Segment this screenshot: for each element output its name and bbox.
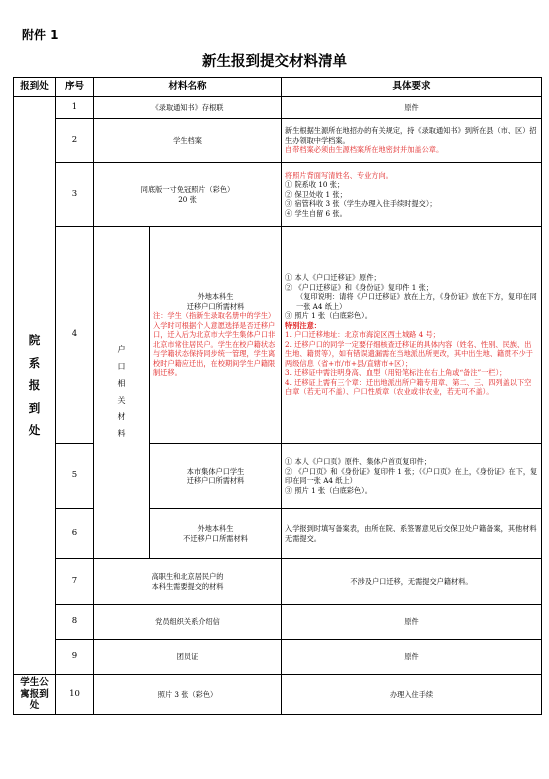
requirement-item: ② 保卫处收 1 张； [285,189,347,199]
requirement-item: ③ 照片 1 张（白底彩色）。 [285,311,372,321]
requirement-item: （复印说明：请将《户口迁移证》放在上方，《身份证》放在下方，复印在同一张 A4 纸上） [296,292,537,311]
col-header-number: 序号 [56,78,94,97]
hukou-char: 关 [117,395,126,405]
materials-table [13,77,542,715]
college-office-cell [14,97,56,675]
table-row [14,605,542,640]
material-note: 注：学生（指新生录取名册中的学生）入学时可根据个人意愿选择是否迁移户口，迁入后为北京市大学生集体户口非北京市常住居民户。学生在校户籍状态与学籍状态保持同步统一管理，学生离校时户籍应迁出，在校期间学生户籍限制迁移。 [153,311,276,378]
row-number: 4 [56,227,94,444]
row-number: 9 [56,640,94,675]
group-char: 院 [28,333,41,348]
table-row [14,640,542,675]
col-header-material: 材料名称 [94,78,282,97]
material-name: 照片 3 张（彩色） [94,675,282,715]
requirement: 原件 [282,640,542,675]
row-number: 2 [56,119,94,163]
requirement-item: ③ 宿管科收 3 张（学生办理入住手续时提交）； [285,199,437,209]
requirement-item: ① 院系收 10 张； [285,180,345,190]
requirement: 原件 [282,605,542,640]
requirement: 办理入住手续 [282,675,542,715]
material-name [150,227,282,444]
attachment-label: 附件 1 [22,28,59,42]
material-name [94,559,282,605]
material-name-line: 不迁移户口所需材料 [183,533,248,543]
requirement-item: ② 《户口迁移证》和《身份证》复印件 1 张； [285,282,434,292]
requirement-item: ① 本人《户口迁移证》原件； [285,273,381,283]
notice-title: 特别注意： [285,320,321,330]
hukou-char: 口 [117,361,126,371]
requirement [282,119,542,163]
material-name: 党员组织关系介绍信 [94,605,282,640]
material-name [150,509,282,559]
requirement-item: ① 本人《户口页》原件、集体户首页复印件； [285,457,432,466]
material-name [94,163,282,227]
notice-item: 3. 迁移证中需注明身高、血型（用铅笔标注在右上角或“备注”一栏）； [285,368,507,378]
table-row [14,675,542,715]
material-name: 学生档案 [94,119,282,163]
group-char: 系 [28,355,41,370]
requirement: 入学报到时填写备案表，由所在院、系签署意见后交保卫处户籍备案，其他材料无需提交。 [282,509,542,559]
material-name-line: 迁移户口所需材料 [186,301,245,311]
table-header-row [14,78,542,97]
row-number: 6 [56,509,94,559]
requirement [282,163,542,227]
requirement-warning: 将照片背面写清姓名、专业方向。 [285,170,393,180]
table-row [14,97,542,119]
row-number: 3 [56,163,94,227]
material-name-line: 本市集体户口学生 [186,466,245,476]
material-name: 团员证 [94,640,282,675]
col-header-requirement: 具体要求 [282,78,542,97]
material-name: 《录取通知书》存根联 [94,97,282,119]
row-number: 10 [56,675,94,715]
row-number: 1 [56,97,94,119]
requirement: 不涉及户口迁移，无需提交户籍材料。 [282,559,542,605]
requirement: 原件 [282,97,542,119]
material-name [150,444,282,509]
group-char: 到 [28,400,41,415]
hukou-char: 材 [117,412,126,422]
requirement [282,227,542,444]
material-name-line: 外地本科生 [197,524,234,533]
table-row [14,509,542,559]
row-number: 8 [56,605,94,640]
notice-item: 4. 迁移证上需有三个章：迁出地派出所户籍专用章、第二、三、四列盖以下空白章（若无可不盖）、户口性质章（农业或非农业，若无可不盖）。 [285,377,532,397]
group-char: 报 [28,378,41,393]
requirement-warning: 自带档案必须由生源档案所在地密封并加盖公章。 [285,145,444,155]
row-number: 5 [56,444,94,509]
group-char: 处 [28,423,41,438]
requirement-item: ④ 学生自留 6 张。 [285,208,347,218]
material-name-line: 迁移户口所需材料 [186,476,245,485]
notice-item: 2. 迁移户口的同学一定要仔细核查迁移证的具体内容（姓名、性别、民族、出生地、籍贯等），如有错误遗漏需在当地派出所更改，其中出生地、籍贯不少于两级信息（省+市/市+县/直辖市+区）； [285,339,533,368]
hukou-materials-cell [94,227,150,559]
material-name-line: 外地本科生 [197,292,234,302]
page-title: 新生报到提交材料清单 [202,54,347,70]
col-header-office: 报到处 [14,78,56,97]
table-row [14,559,542,605]
hukou-char: 户 [117,345,126,355]
table-row [14,163,542,227]
row-number: 7 [56,559,94,605]
table-row [14,119,542,163]
material-name-line: 高职生和北京居民户的 [151,572,224,581]
material-name-line: 同底版一寸免冠照片（彩色） [140,185,235,194]
requirement-text: 新生根据生源所在地招办的有关规定，持《录取通知书》到所在县（市、区）招生办领取中学档案。 [285,126,537,145]
hukou-char: 料 [117,429,126,439]
requirement [282,444,542,509]
table-row [14,444,542,509]
hukou-char: 相 [117,378,126,388]
student-apartment-office-cell: 学生公寓报到处 [14,675,56,715]
table-row [14,227,542,444]
material-name-line: 本科生需要提交的材料 [151,581,224,591]
requirement-item: ② 《户口页》和《身份证》复印件 1 张；（《户口页》在上，《身份证》在下，复印在同一张 A4 纸上） [285,466,538,485]
notice-item: 1. 户口迁移地址：北京市海淀区西土城路 4 号； [285,330,440,340]
material-name-line: 20 张 [178,194,197,204]
requirement-item: ③ 照片 1 张（白底彩色）。 [285,485,372,495]
